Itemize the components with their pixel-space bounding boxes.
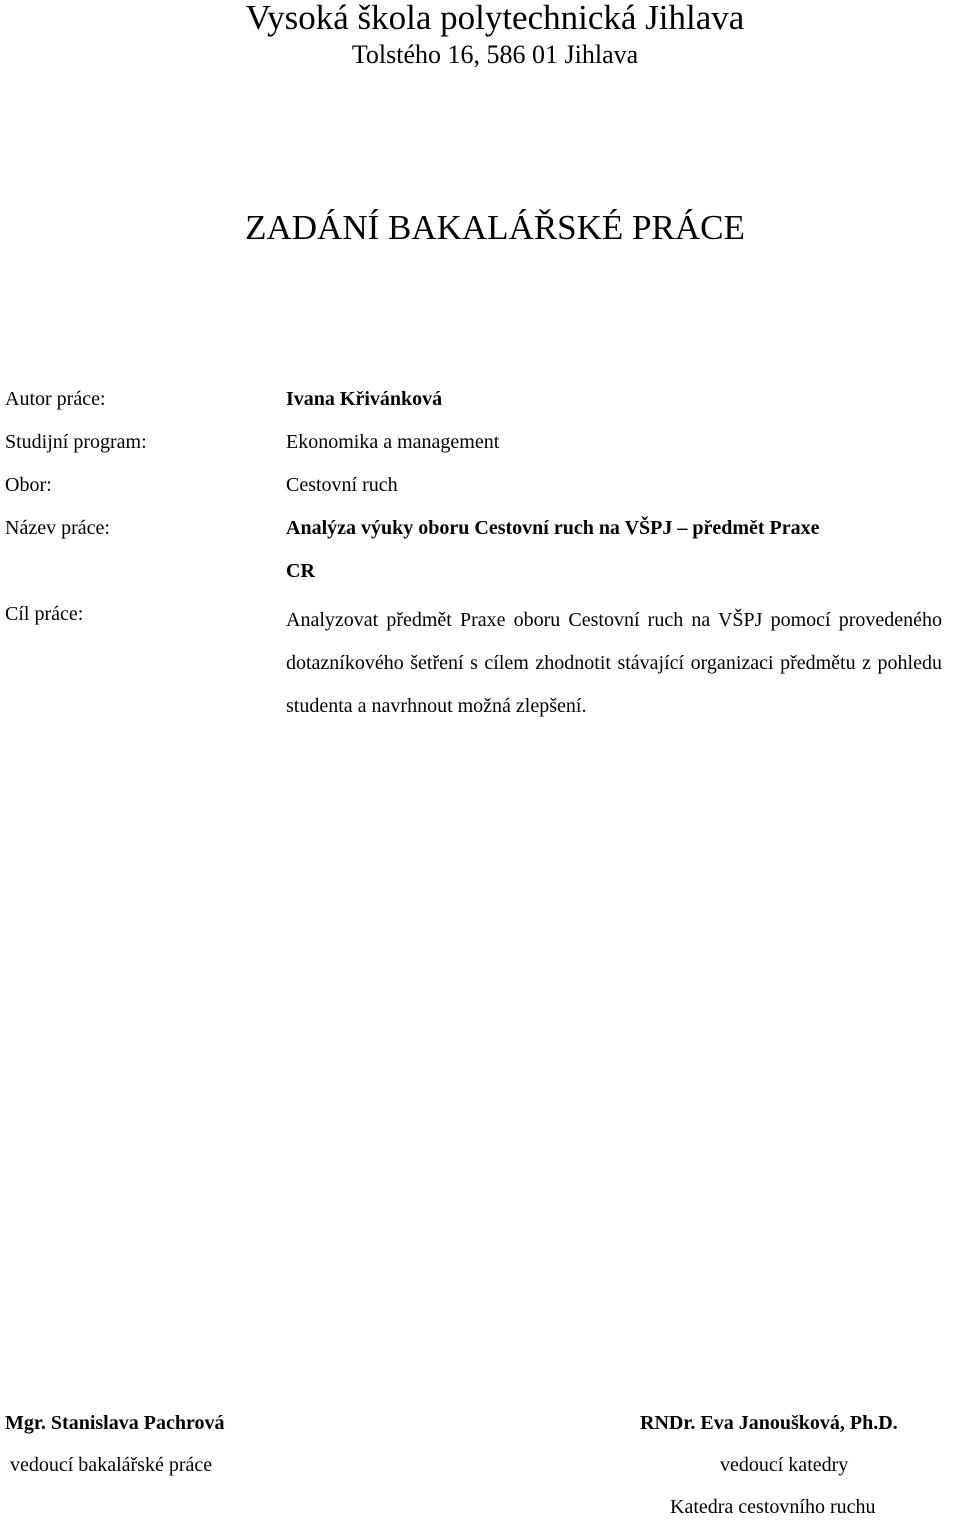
institution-name: Vysoká škola polytechnická Jihlava xyxy=(245,0,745,37)
supervisor-name: Mgr. Stanislava Pachrová xyxy=(5,1412,225,1434)
goal-value: Analyzovat předmět Praxe oboru Cestovní ruch na VŠPJ pomocí provedeného dotazníkového šetření s cílem zhodnotit stávající organizaci předmětu z pohledu studenta a navrhnout možná zlepšení. xyxy=(286,609,942,717)
thesis-title-value-continued: CR xyxy=(286,560,315,582)
department-name: Katedra cestovního ruchu xyxy=(670,1496,876,1518)
thesis-title-label: Název práce: xyxy=(5,517,110,539)
program-label: Studijní program: xyxy=(5,431,147,453)
goal-label: Cíl práce: xyxy=(5,603,84,625)
author-label: Autor práce: xyxy=(5,388,106,410)
field-value: Cestovní ruch xyxy=(286,474,398,496)
field-label: Obor: xyxy=(5,474,52,496)
document-title: ZADÁNÍ BAKALÁŘSKÉ PRÁCE xyxy=(245,208,745,247)
department-head-role: vedoucí katedry xyxy=(720,1454,849,1476)
institution-address: Tolstého 16, 586 01 Jihlava xyxy=(351,40,639,69)
author-value: Ivana Křivánková xyxy=(286,388,443,410)
program-value: Ekonomika a management xyxy=(286,431,500,453)
department-head-name: RNDr. Eva Janoušková, Ph.D. xyxy=(640,1412,898,1434)
thesis-title-value: Analýza výuky oboru Cestovní ruch na VŠPJ – předmět Praxe xyxy=(286,517,820,539)
supervisor-role: vedoucí bakalářské práce xyxy=(10,1454,213,1476)
